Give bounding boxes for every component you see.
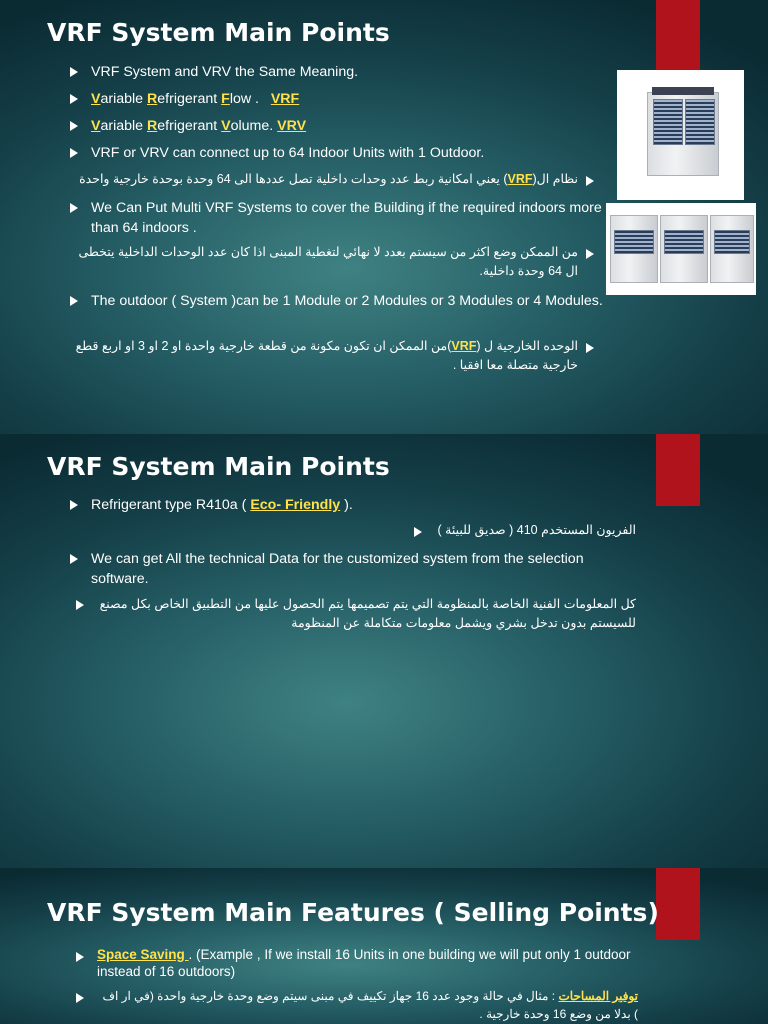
bullet-vrv-definition: Variable Refrigerant Volume. VRV [91, 118, 307, 134]
bullet-arrow-icon [586, 249, 594, 259]
bullet-arrow-icon [76, 600, 84, 610]
bullet-arrow-icon [414, 527, 422, 537]
multi-module-unit-image [606, 203, 756, 295]
bullet-arabic: نظام ال(VRF) يعني امكانية ربط عدد وحدات داخلية تصل عددها الى 64 وحدة بوحدة خارجية واحدة [79, 172, 578, 186]
bullet-arrow-icon [70, 554, 78, 564]
bullet-space-saving: Space Saving . (Example , If we install 16 Units in one building we will put only 1 outdoor instead of 16 outdoors) [97, 947, 631, 979]
bullet-arrow-icon [586, 176, 594, 186]
bullet-refrigerant: Refrigerant type R410a ( Eco- Friendly ). [91, 497, 353, 513]
bullet-arrow-icon [70, 148, 78, 158]
bullet-text: VRF or VRV can connect up to 64 Indoor Units with 1 Outdoor. [91, 145, 485, 161]
slide-1 [0, 0, 768, 434]
bullet-text: The outdoor ( System )can be 1 Module or 2 Modules or 3 Modules or 4 Modules. [91, 293, 603, 309]
bullet-arrow-icon [76, 952, 84, 962]
bullet-text: VRF System and VRV the Same Meaning. [91, 64, 359, 80]
slide-3 [0, 868, 768, 1024]
bullet-arrow-icon [70, 203, 78, 213]
unit-cabinet [647, 92, 719, 176]
bullet-arrow-icon [70, 500, 78, 510]
accent-bar [656, 868, 700, 940]
accent-bar [656, 0, 700, 70]
bullet-text: We Can Put Multi VRF Systems to cover the Building if the required indoors more than 64 indoors . [91, 200, 602, 236]
bullet-text: We can get All the technical Data for the customized system from the selection software. [91, 551, 584, 587]
bullet-arabic: كل المعلومات الفنية الخاصة بالمنظومة التي يتم تصميمها يتم الحصول عليها من التطبيق الخاص بكل مصنع للسيستم بدون تدخل بشري ويشمل معلومات متكاملة عن المنظومة [99, 597, 636, 630]
bullet-arabic: من الممكن وضع اكثر من سيستم بعدد لا نهائي لتغطية المبنى اذا كان عدد الوحدات الداخلية يتخطى ال 64 وحدة داخلية. [78, 245, 578, 278]
bullet-arabic: الفريون المستخدم 410 ( صديق للبيئة ) [437, 523, 636, 537]
slide-title: VRF System Main Features ( Selling Points) [47, 898, 659, 927]
bullet-arrow-icon [586, 343, 594, 353]
slide-title: VRF System Main Points [47, 18, 390, 47]
slide-2 [0, 434, 768, 868]
bullet-arabic: توفير المساحات : مثال في حالة وجود عدد 16 جهاز تكييف في مبنى سيتم وضع وحدة خارجية واحدة (في ار اف ) بدلا من وضع 16 وحدة خارجية . [102, 989, 638, 1021]
bullet-arrow-icon [70, 94, 78, 104]
bullet-vrf-definition: Variable Refrigerant Flow . VRF [91, 91, 300, 107]
accent-bar [656, 434, 700, 506]
bullet-arrow-icon [70, 121, 78, 131]
bullet-arabic: الوحده الخارجية ل (VRF)من الممكن ان تكون مكونة من قطعة خارجية واحدة او 2 او 3 او اربع قطع خارجية متصلة معا افقيا . [75, 339, 578, 372]
bullet-arrow-icon [76, 993, 84, 1003]
bullet-arrow-icon [70, 296, 78, 306]
slide-title: VRF System Main Points [47, 452, 390, 481]
outdoor-unit-image [617, 70, 744, 200]
bullet-arrow-icon [70, 67, 78, 77]
